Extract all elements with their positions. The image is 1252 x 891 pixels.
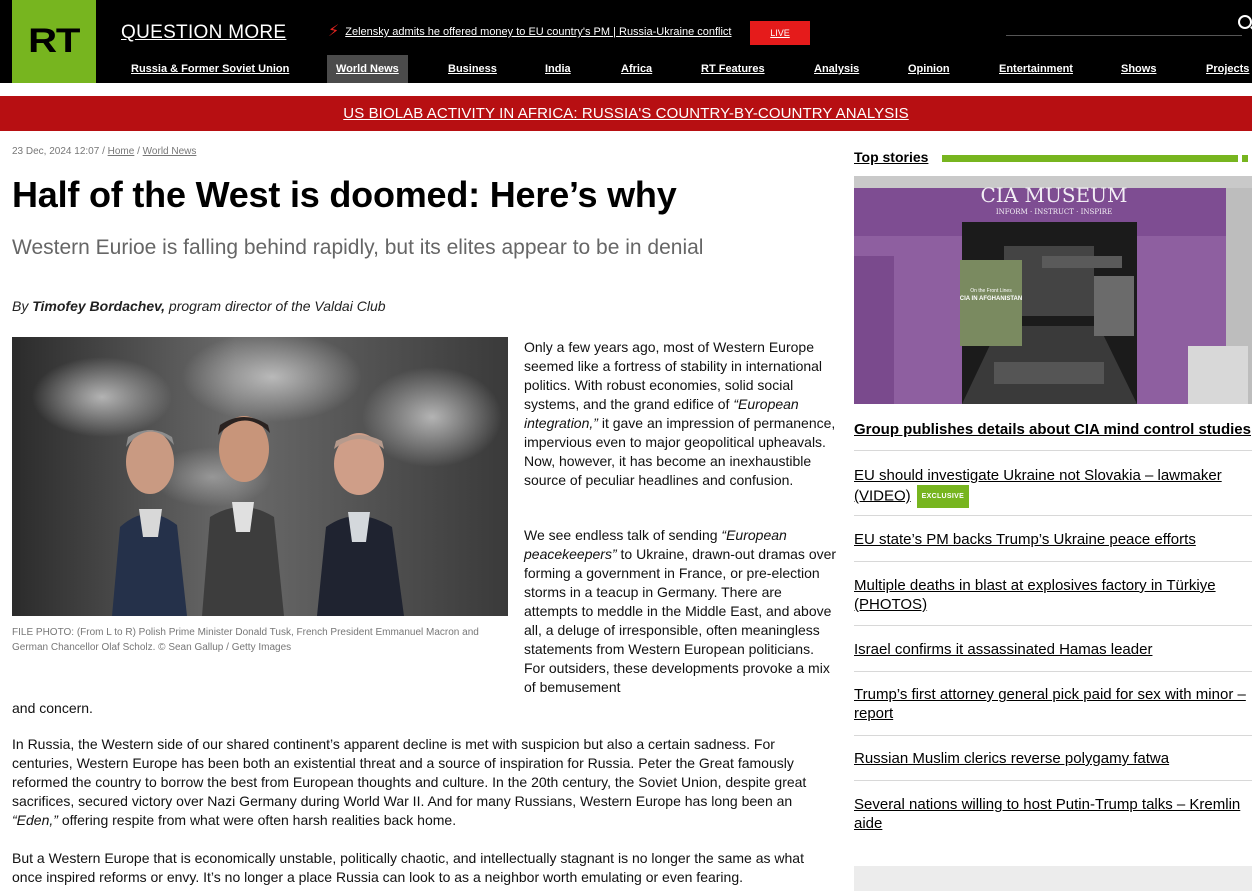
nav-projects[interactable]: Projects xyxy=(1206,63,1250,75)
divider xyxy=(854,450,1252,451)
nav-africa[interactable]: Africa xyxy=(621,63,653,75)
lightning-icon: ⚡︎ xyxy=(328,23,340,40)
divider xyxy=(854,561,1252,562)
search-input[interactable] xyxy=(1006,35,1242,36)
live-button[interactable]: LIVE xyxy=(750,21,810,45)
top-story-item[interactable]: EU should investigate Ukraine not Slovakia – lawmaker (VIDEO) EXCLUSIVE xyxy=(854,466,1248,508)
divider xyxy=(854,515,1252,516)
breadcrumb-world-news[interactable]: World News xyxy=(142,146,197,157)
article-paragraph-1: Only a few years ago, most of Western Europe seemed like a fortress of stability in international politics. With robust economies, solid social systems, and the grand edifice of “European integration,” it gave an impression of permanence, impervious even to major geopolitical upheavals. Now, however, it has become an inexhaustible source of peculiar headlines and confusion. xyxy=(524,339,836,488)
breaking-news xyxy=(328,24,731,40)
article-paragraph-2-tail: and concern. xyxy=(12,700,93,716)
article-subtitle: Western Eurioe is falling behind rapidly, but its elites appear to be in denial xyxy=(12,236,704,259)
top-story-photo[interactable] xyxy=(854,176,1252,404)
top-story-lead-link[interactable]: Group publishes details about CIA mind control studies xyxy=(854,421,1251,438)
nav-entertainment[interactable]: Entertainment xyxy=(999,63,1073,75)
search-icon[interactable] xyxy=(1238,15,1252,29)
breadcrumb-separator: / xyxy=(137,146,140,157)
question-more-tagline[interactable]: QUESTION MORE xyxy=(121,22,287,43)
rt-logo[interactable]: RT xyxy=(12,0,96,83)
divider xyxy=(854,780,1252,781)
divider xyxy=(854,671,1252,672)
photo-caption: FILE PHOTO: (From L to R) Polish Prime Minister Donald Tusk, French President Emmanuel Macron and German Chancellor Olaf Scholz. © Sean Gallup / Getty Images xyxy=(12,627,479,653)
top-story-item[interactable]: Several nations willing to host Putin-Trump talks – Kremlin aide xyxy=(854,796,1241,832)
divider xyxy=(854,625,1252,626)
top-stories-accent-bar-end xyxy=(1242,155,1248,162)
breaking-news-link[interactable]: Zelensky admits he offered money to EU country's PM | Russia-Ukraine conflict xyxy=(345,26,732,38)
byline-prefix: By xyxy=(12,298,29,314)
article-photo xyxy=(12,337,508,616)
cia-museum-sign-sub: INFORM · INSTRUCT · INSPIRE xyxy=(995,208,1113,216)
top-story-item[interactable]: Multiple deaths in blast at explosives factory in Türkiye (PHOTOS) xyxy=(854,577,1216,613)
author-name: Timofey Bordachev, xyxy=(32,298,166,314)
article-paragraph-4: But a Western Europe that is economically unstable, politically chaotic, and intellectually stagnant is no longer the same as what once inspired reforms or envy. It’s no longer a place Russia can look to as a neighbor worth emulating or even fearing. xyxy=(12,850,804,885)
nav-india[interactable]: India xyxy=(545,63,571,75)
site-header xyxy=(0,0,1252,83)
cia-poster-small: On the Front Lines xyxy=(970,288,1012,294)
article-meta xyxy=(12,146,196,157)
promo-banner[interactable] xyxy=(0,96,1252,131)
nav-world-news[interactable]: World News xyxy=(327,55,408,83)
top-story-item[interactable]: EU state’s PM backs Trump’s Ukraine peace efforts xyxy=(854,531,1196,548)
article-paragraph-3: In Russia, the Western side of our shared continent’s apparent decline is met with suspicion but also a certain sadness. For centuries, Western Europe has been both an existential threat and a source of inspiration for Russia. Peter the Great famously reformed the country to borrow the best from European thoughts and culture. In the 20th century, the Soviet Union, despite great sacrifices, secured victory over Nazi Germany during World War II. And for many Russians, Western Europe has long been an “Eden,” offering respite from what were often harsh realities back home. xyxy=(12,736,807,828)
breadcrumb-home[interactable]: Home xyxy=(107,146,135,157)
article-byline xyxy=(12,298,386,314)
article-paragraph-2: We see endless talk of sending “European peacekeepers” to Ukraine, drawn-out dramas over forming a government in France, or pre-election storms in a teacup in Germany. There are attempts to meddle in the Middle East, and above all, a deluge of irresponsible, often meaningless statements from Western European politicians. For outsiders, these developments provoke a mix of bemusement xyxy=(524,527,837,695)
sidebar-ad-placeholder xyxy=(854,866,1252,891)
nav-russia-former-soviet-union[interactable]: Russia & Former Soviet Union xyxy=(131,63,290,75)
top-story-item[interactable]: Trump’s first attorney general pick paid for sex with minor – report xyxy=(854,686,1246,722)
article-date: 23 Dec, 2024 12:07 xyxy=(12,146,100,157)
top-stories-accent-bar xyxy=(942,155,1238,162)
nav-analysis[interactable]: Analysis xyxy=(814,63,860,75)
top-stories-heading[interactable]: Top stories xyxy=(854,149,929,165)
nav-business[interactable]: Business xyxy=(448,63,497,75)
top-story-item[interactable]: Israel confirms it assassinated Hamas leader xyxy=(854,641,1153,658)
article-title: Half of the West is doomed: Here’s why xyxy=(12,174,677,215)
cia-museum-sign: CIA MUSEUM xyxy=(980,183,1128,207)
exclusive-badge: EXCLUSIVE xyxy=(917,485,969,508)
nav-shows[interactable]: Shows xyxy=(1121,63,1157,75)
main-nav xyxy=(0,55,1252,83)
nav-rt-features[interactable]: RT Features xyxy=(701,63,765,75)
top-story-item[interactable]: Russian Muslim clerics reverse polygamy fatwa xyxy=(854,750,1170,767)
cia-poster-title: CIA IN AFGHANISTAN xyxy=(959,296,1023,302)
divider xyxy=(854,735,1252,736)
breadcrumb-separator: / xyxy=(102,146,105,157)
nav-opinion[interactable]: Opinion xyxy=(908,63,950,75)
promo-banner-text: US BIOLAB ACTIVITY IN AFRICA: RUSSIA'S COUNTRY-BY-COUNTRY ANALYSIS xyxy=(343,105,909,122)
author-role: program director of the Valdai Club xyxy=(168,298,386,314)
